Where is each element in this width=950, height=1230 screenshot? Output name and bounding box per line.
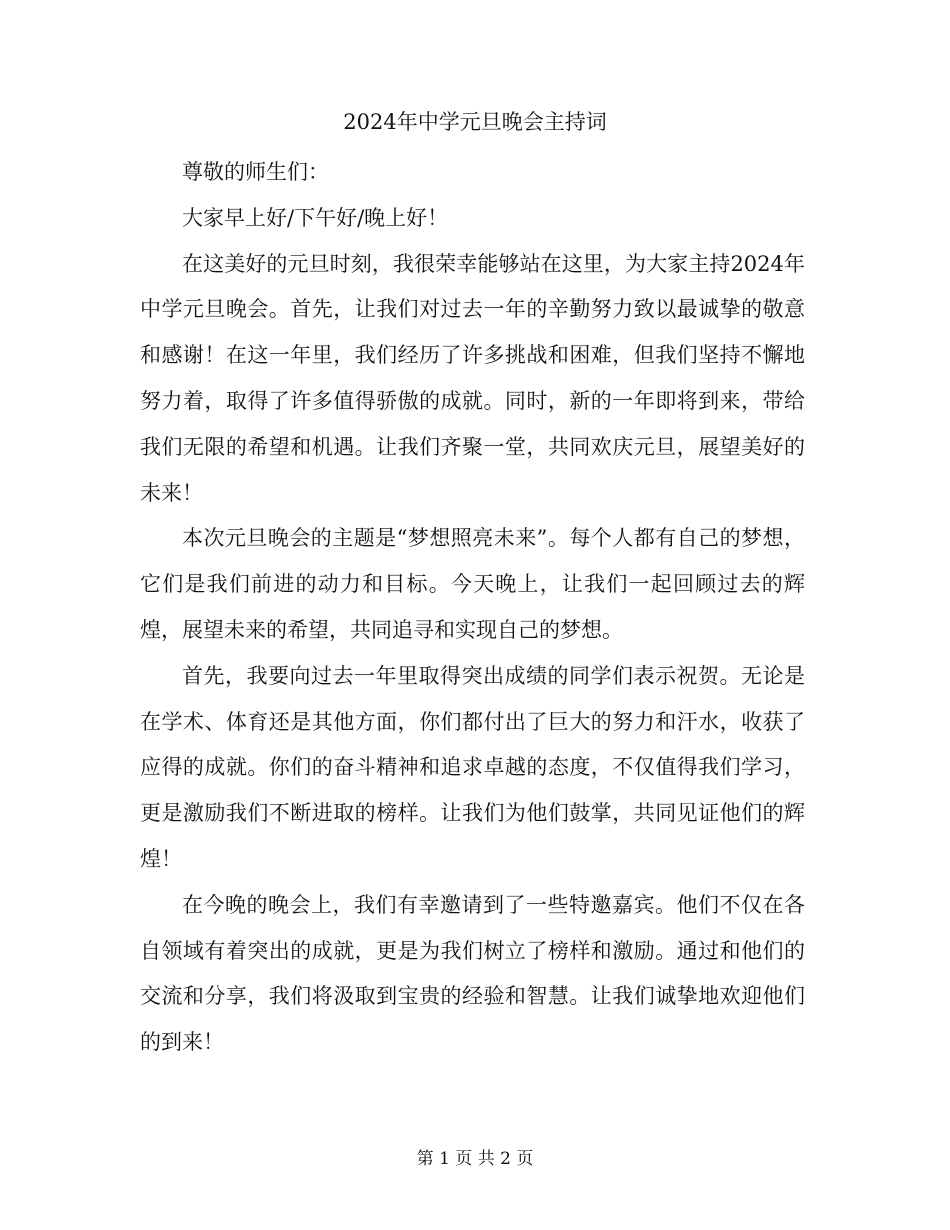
document-body (140, 150, 805, 1066)
paragraph-congratulations: 首先，我要向过去一年里取得突出成绩的同学们表示祝贺。无论是在学术、体育还是其他方面，你们都付出了巨大的努力和汗水，收获了应得的成就。你们的奋斗精神和追求卓越的态度，不仅值得我们学习，更是激励我们不断进取的榜样。让我们为他们鼓掌，共同见证他们的辉煌！ (140, 663, 805, 871)
paragraph-theme: 本次元旦晚会的主题是“梦想照亮未来”。每个人都有自己的梦想，它们是我们前进的动力和目标。今天晚上，让我们一起回顾过去的辉煌，展望未来的希望，共同追寻和实现自己的梦想。 (140, 526, 805, 642)
greeting: 大家早上好/下午好/晚上好！ (182, 205, 449, 230)
paragraph-opening: 在这美好的元旦时刻，我很荣幸能够站在这里，为大家主持2024年中学元旦晚会。首先，让我们对过去一年的辛勤努力致以最诚挚的敬意和感谢！在这一年里，我们经历了许多挑战和困难，但我们坚持不懈地努力着，取得了许多值得骄傲的成就。同时，新的一年即将到来，带给我们无限的希望和机遇。让我们齐聚一堂，共同欢庆元旦，展望美好的未来！ (140, 251, 805, 505)
document-title: 2024年中学元旦晚会主持词 (343, 110, 607, 134)
page-number-footer: 第 1 页 共 2 页 (416, 1149, 534, 1169)
paragraph-guests: 在今晚的晚会上，我们有幸邀请到了一些特邀嘉宾。他们不仅在各自领域有着突出的成就，更是为我们树立了榜样和激励。通过和他们的交流和分享，我们将汲取到宝贵的经验和智慧。让我们诚挚地欢迎他们的到来！ (140, 892, 805, 1055)
salutation: 尊敬的师生们： (182, 160, 329, 184)
